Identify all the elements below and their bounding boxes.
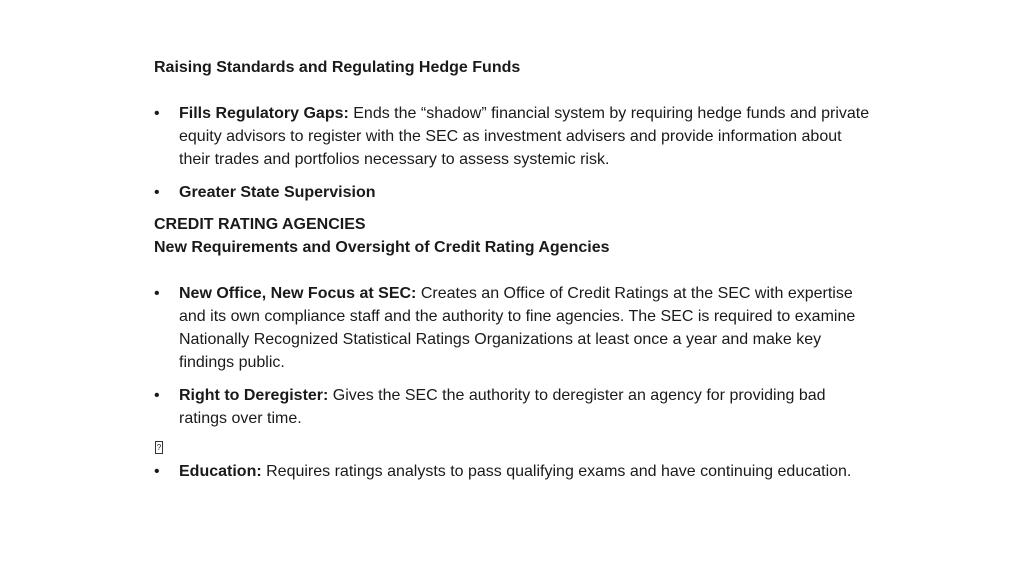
bullet-marker: • (154, 463, 160, 480)
section-title-credit-rating-agencies: CREDIT RATING AGENCIES (154, 216, 366, 233)
bullet-label: Right to Deregister: (179, 387, 329, 404)
slide-content (154, 56, 874, 493)
missing-glyph-icon: ? (156, 443, 162, 452)
credit-rating-bullet-list (154, 282, 874, 430)
bullet-label: Education: (179, 463, 262, 480)
bullet-greater-state-supervision (154, 181, 874, 204)
bullet-text: Gives the SEC the authority to deregister an agency for providing bad ratings over time. (179, 387, 826, 427)
bullet-marker: • (154, 105, 160, 122)
bullet-label: Fills Regulatory Gaps: (179, 105, 349, 122)
hedge-funds-bullet-list (154, 102, 874, 204)
bullet-right-to-deregister (154, 384, 874, 430)
credit-rating-bullet-list-continued (154, 460, 874, 483)
bullet-marker: • (154, 387, 160, 404)
bullet-new-office (154, 282, 874, 374)
bullet-text: Ends the “shadow” financial system by requiring hedge funds and private equity advisors to register with the SEC as investment advisers and provide information about their trades and portfolios necessary to assess systemic risk. (179, 105, 870, 168)
bullet-education (154, 460, 874, 483)
section-subtitle-credit-rating: New Requirements and Oversight of Credit Rating Agencies (154, 239, 610, 256)
section-title-hedge-funds: Raising Standards and Regulating Hedge Funds (154, 59, 521, 76)
bullet-text: Creates an Office of Credit Ratings at the SEC with expertise and its own compliance staff and the authority to fine agencies. The SEC is required to examine Nationally Recognized Statistical Ratings Organizations at least once a year and make key findings public. (179, 285, 856, 371)
bullet-marker: • (154, 184, 160, 201)
missing-glyph-row (154, 437, 874, 460)
bullet-text: Requires ratings analysts to pass qualifying exams and have continuing education. (261, 463, 852, 480)
bullet-marker: • (154, 285, 160, 302)
bullet-label: Greater State Supervision (179, 184, 376, 201)
bullet-label: New Office, New Focus at SEC: (179, 285, 417, 302)
bullet-fills-regulatory-gaps (154, 102, 874, 171)
